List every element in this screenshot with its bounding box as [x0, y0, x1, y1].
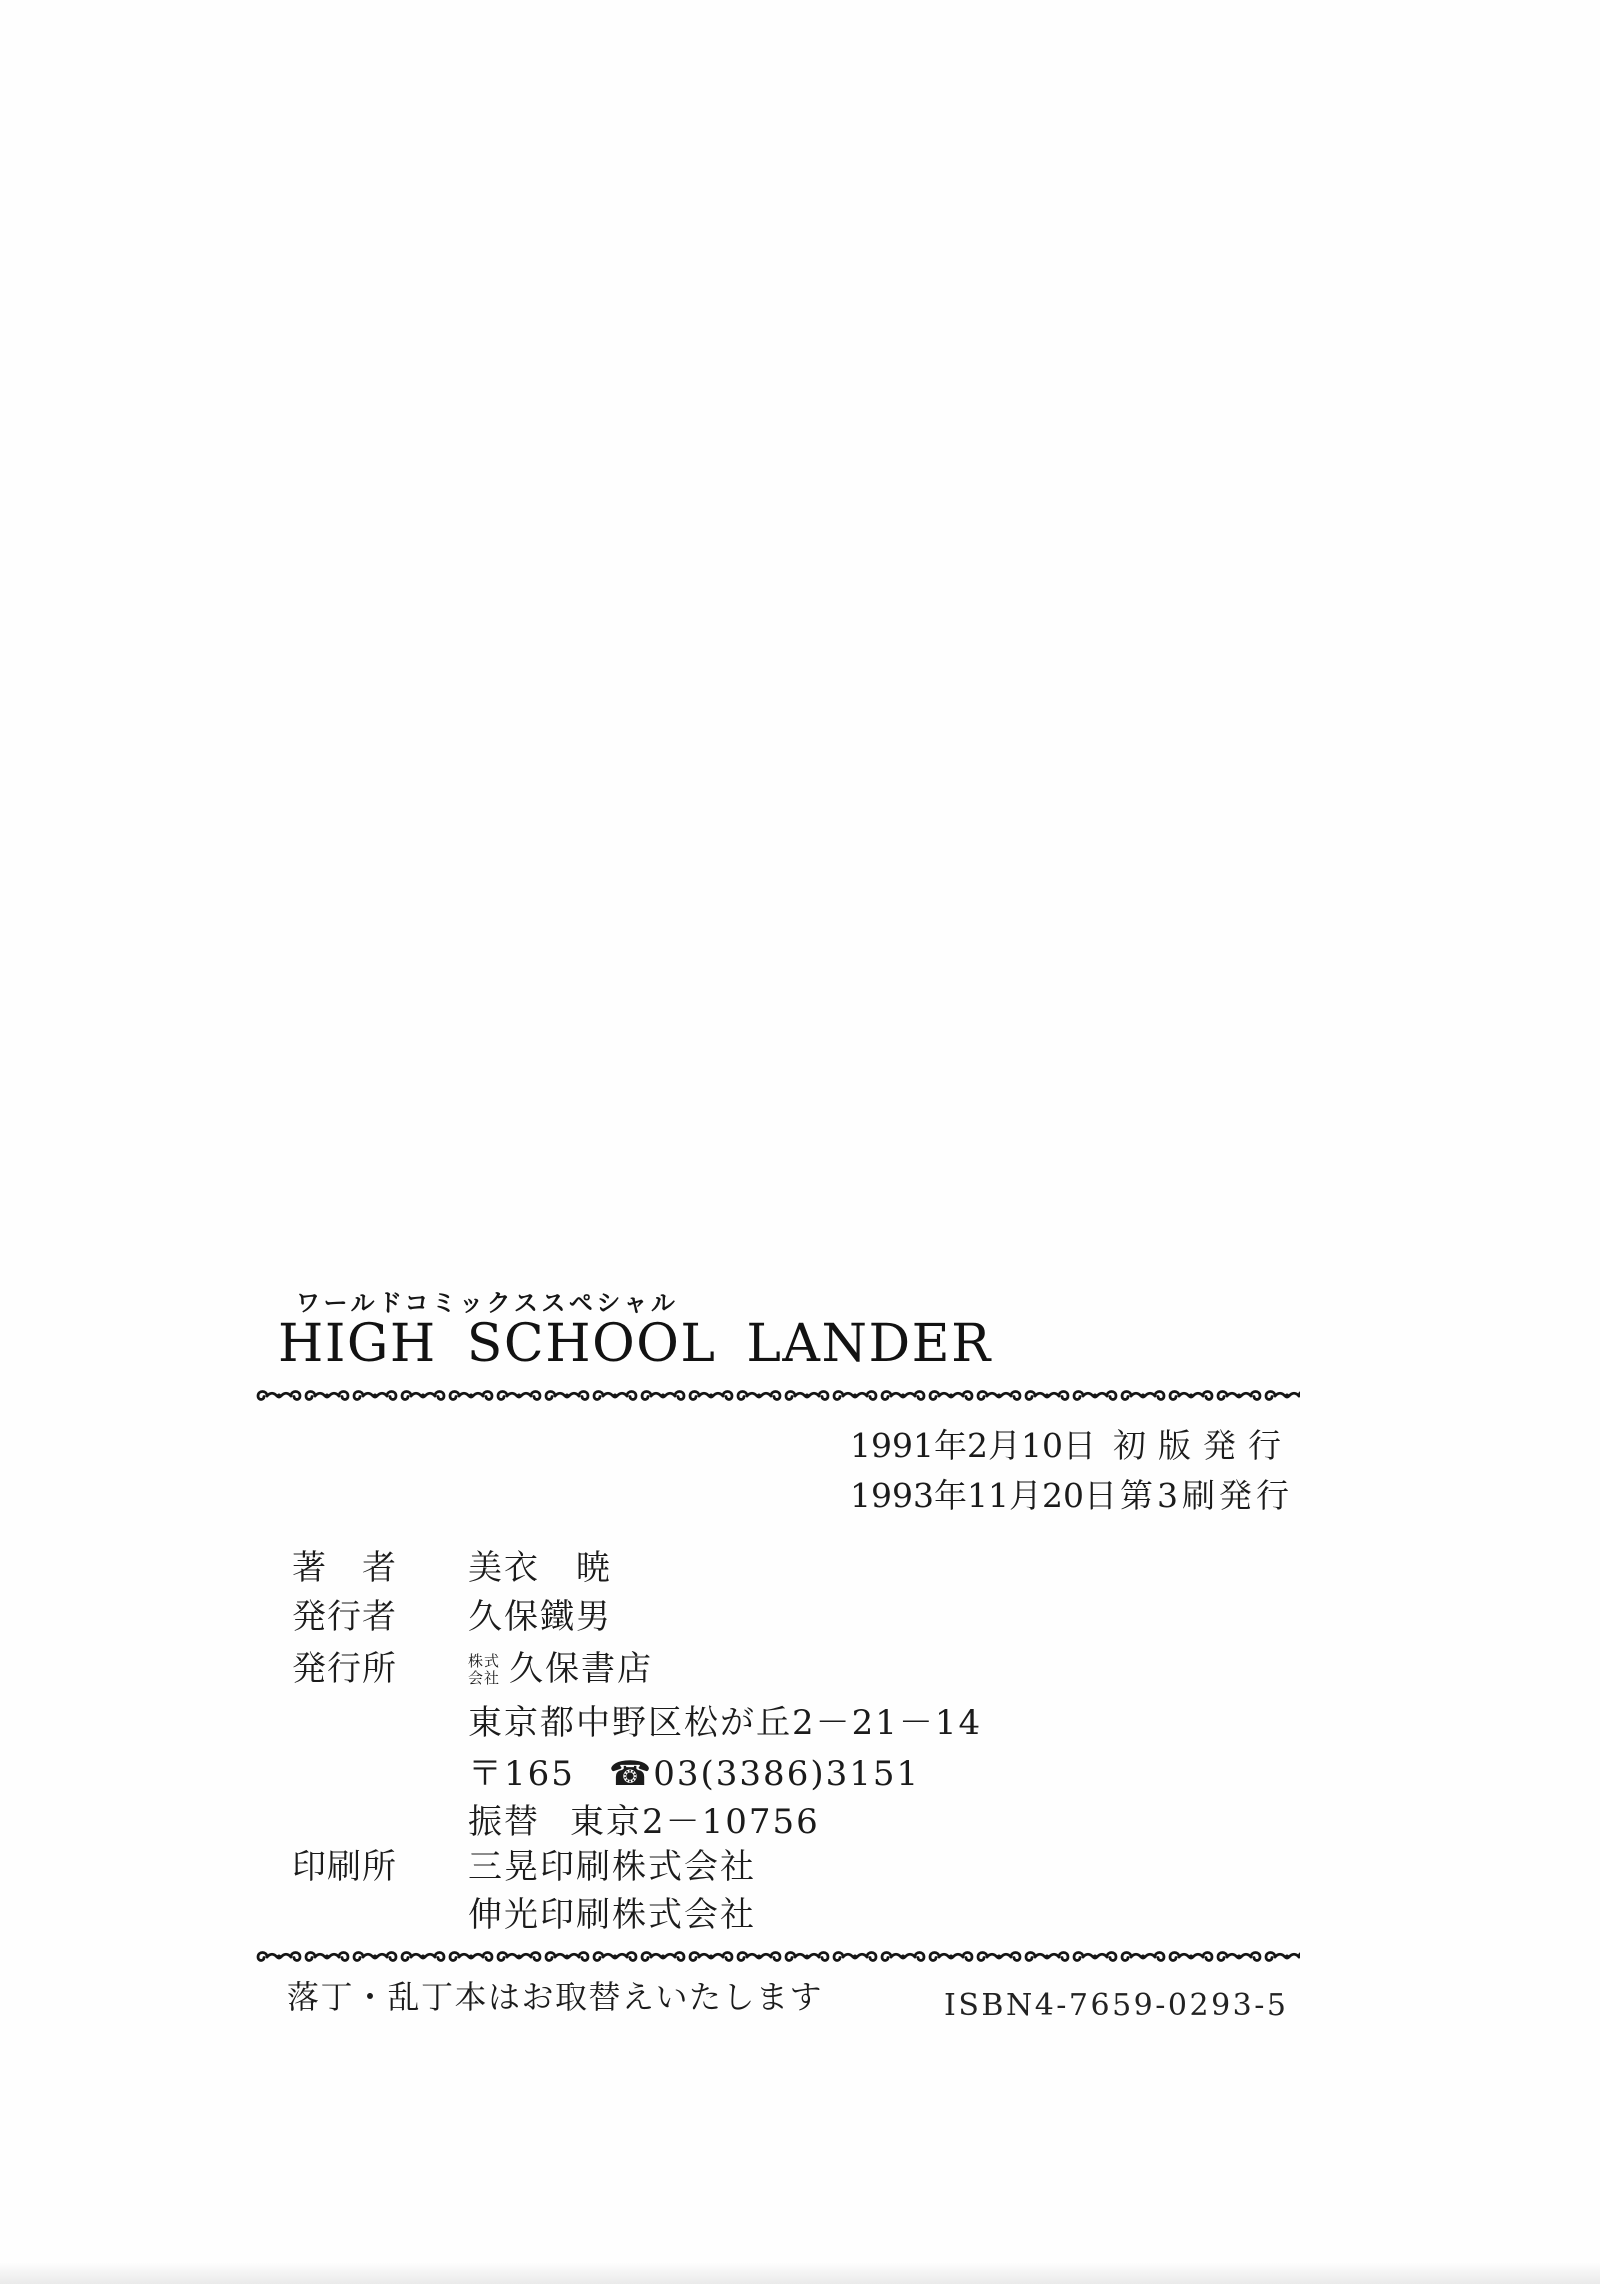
- ornament-divider-top: [255, 1387, 1300, 1405]
- publishing-house-name: 久保書店: [509, 1649, 654, 1690]
- ornament-divider-bottom: [255, 1948, 1300, 1966]
- publishing-house-value: [468, 1649, 654, 1690]
- defect-replacement-notice: 落丁・乱丁本はお取替えいたします: [287, 1978, 824, 2016]
- postal-code: 165: [504, 1754, 575, 1794]
- address-row: [0, 1703, 1600, 1750]
- edition-line-first-print: [850, 1426, 1293, 1465]
- scan-artifact-strip: [0, 2262, 1600, 2284]
- transfer-account: 東京2－10756: [570, 1802, 820, 1842]
- publishing-house-label: 発行所: [292, 1649, 397, 1689]
- printer-label: 印刷所: [292, 1847, 397, 1887]
- publishing-house-row: [0, 1649, 1600, 1696]
- postal-transfer-row: [0, 1802, 1600, 1849]
- company-prefix-bottom: 会社: [468, 1669, 501, 1688]
- postal-mark-icon: 〒: [468, 1754, 504, 1794]
- printer-name-1: 三晃印刷株式会社: [468, 1847, 756, 1887]
- author-row: [0, 1548, 1600, 1595]
- postal-phone-row: [0, 1754, 1600, 1801]
- transfer-value-group: [468, 1802, 820, 1842]
- reprint-date: 1993年11月20日: [850, 1476, 1117, 1515]
- reprint-label: 第3刷発行: [1120, 1476, 1293, 1515]
- phone-number: 03(3386)3151: [653, 1754, 921, 1794]
- first-print-label: 初版発行: [1113, 1426, 1293, 1465]
- postal-phone-value: [468, 1754, 921, 1794]
- printer-name-2: 伸光印刷株式会社: [468, 1895, 756, 1935]
- printer-row: [0, 1847, 1600, 1894]
- company-type-prefix: [468, 1653, 500, 1688]
- publisher-value: 久保鐵男: [468, 1597, 612, 1637]
- edition-line-reprint: [850, 1476, 1293, 1515]
- book-title: HIGH SCHOOL LANDER: [278, 1314, 992, 1374]
- publisher-address: 東京都中野区松が丘2－21－14: [468, 1703, 983, 1743]
- author-value: 美衣 暁: [468, 1548, 612, 1588]
- phone-group: [609, 1754, 920, 1794]
- printer-row-2: [0, 1895, 1600, 1942]
- publisher-label: 発行者: [292, 1597, 397, 1637]
- transfer-label: 振替: [468, 1802, 540, 1842]
- first-print-date: 1991年2月10日: [850, 1426, 1096, 1465]
- publisher-row: [0, 1597, 1600, 1644]
- series-label: ワールドコミックススペシャル: [296, 1289, 679, 1317]
- company-prefix-top: 株式: [468, 1652, 501, 1670]
- telephone-icon: ☎: [608, 1754, 654, 1794]
- isbn-number: ISBN4-7659-0293-5: [944, 1988, 1289, 2023]
- author-label: 著 者: [292, 1548, 397, 1588]
